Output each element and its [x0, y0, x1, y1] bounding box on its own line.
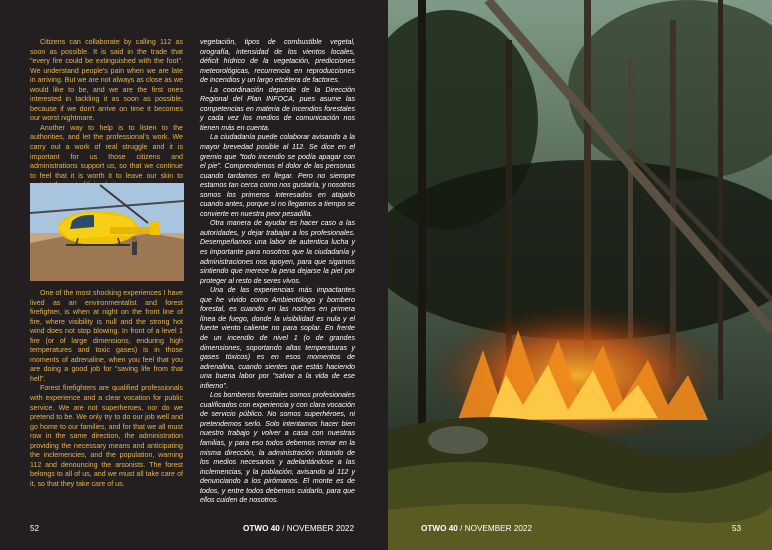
page-number: 52 — [30, 524, 40, 533]
page-footer — [243, 524, 354, 533]
paragraph: Another way to help is to listen to the authorities, and let the professional's work. We carry out a work of real struggle and it is important for us those citizens and administrations support us, so that we continue to feel that it is worth it to leave our skin to — [30, 123, 183, 180]
page-number: 53 — [732, 524, 742, 533]
magazine-name: OTWO 40 — [243, 524, 280, 533]
spanish-column — [200, 38, 355, 506]
issue-date: / NOVEMBER 2022 — [460, 524, 533, 533]
issue-date: / NOVEMBER 2022 — [282, 524, 355, 533]
paragraph: Los bomberos forestales somos profesionales cualificados con experiencia y con clara vocación de servicio público. No somos superhéroes, ni pretendemos serlo. Solo intentamos hacer bien nuestro trabajo y volver a casa con nuestras familias, y para eso todos debemos remar en la misma dirección, la administración dotando de los medios necesarios y adelantándose a las inclemencias, y la población, avisando al 112 y denunciando a los pirómanos. El monte es de todos, y entre todos debemos cuidarlo, para que ellos cuiden de nosotros. — [200, 391, 355, 505]
paragraph: One of the most shocking experiences I have lived as an environmentalist and forest firefighter, is when at night on the front line of fire, where visibility is null and the strong hot wind does not stop blowing. In front of a level 1 fire (or of large dimensions, enduring high temperatures and toxic gases) is in those moments of adrenaline, when you feel that you are doing a good job for "saving life from that hell". — [30, 289, 183, 383]
paragraph: La ciudadanía puede colaborar avisando a la mayor brevedad posible al 112. Se dice en el gremio que "todo incendio se podía apagar con el pie". Comprendemos el dolor de las personas cuando tardamos en llegar. Pero no siempre estamos tan cerca como nos gustaría, y nosotros somos los primeros interesados en atajarlo cuando antes, porque si no llegamos a tiempo se convierte en nuestra peor pesadilla. — [200, 133, 355, 218]
right-page — [388, 0, 772, 550]
paragraph: Citizens can collaborate by calling 112 as soon as possible. It is said in the trade that "every fire could be extinguished with the foot". We understand people's pain when we are late in arriving. But we are not always as close as we would like to be, and we are the first ones interested in tackling it as soon as possible, because if we don't arrive on time it becomes our worst nightmare. — [30, 38, 183, 123]
english-column-lower — [30, 289, 183, 489]
english-column — [30, 38, 183, 488]
helicopter-photo — [30, 183, 184, 281]
paragraph: Otra manera de ayudar es hacer caso a las autoridades, y dejar trabajar a los profesionales. Desempeñamos una labor de autentica lucha y es importante para nosotros que la ciudadanía y administraciones nos apoyen, para que sigamos sintiendo que merece la pena dejarse la piel por proteger al resto de seres vivos. — [200, 219, 355, 285]
paragraph: La coordinación depende de la Dirección Regional del Plan INFOCA, pues asume las competencias en materia de incendios forestales y cada vez los medios de comunicación nos tienen más en cuenta. — [200, 85, 355, 132]
paragraph: Una de las experiencias más impactantes que he vivido como Ambientólogo y bombero forestal, es cuando en las noches en primera línea de fuego, donde la visibilidad es nula y el fuerte viento caliente no para soplar. En frente de un incendio de nivel 1 (o de grandes dimensiones, soportando altas temperaturas y gases tóxicos) es en esos momentos de adrenalina, cuando sientes que estás haciendo una buena labor por "salvar a la vida de ese infierno". — [200, 286, 355, 390]
magazine-name: OTWO 40 — [421, 524, 458, 533]
page-footer — [421, 524, 532, 533]
paragraph: Forest firefighters are qualified professionals with experience and a clear vocation for public service. We are not superheroes, nor do we pretend to be. We only try to do our job well and go home to our families, and for that we all must row in the same direction, the administration providing the necessary means and anticipating the inclemencies, and the population, warning 112 and denouncing the arsonists. The forest belongs to all of us, and we must all take care of it, so that they take care of us. — [30, 384, 183, 488]
paragraph: vegetación, tipos de combustible vegetal, orografía, intensidad de los vientos locales, déficit hídrico de la vegetación, predicciones meteorológicas, recurrencia en reproducciones de incendios y un largo etcétera de factores. — [200, 38, 355, 85]
forest-fire-photo — [388, 0, 772, 550]
helicopter-illustration — [30, 183, 184, 281]
